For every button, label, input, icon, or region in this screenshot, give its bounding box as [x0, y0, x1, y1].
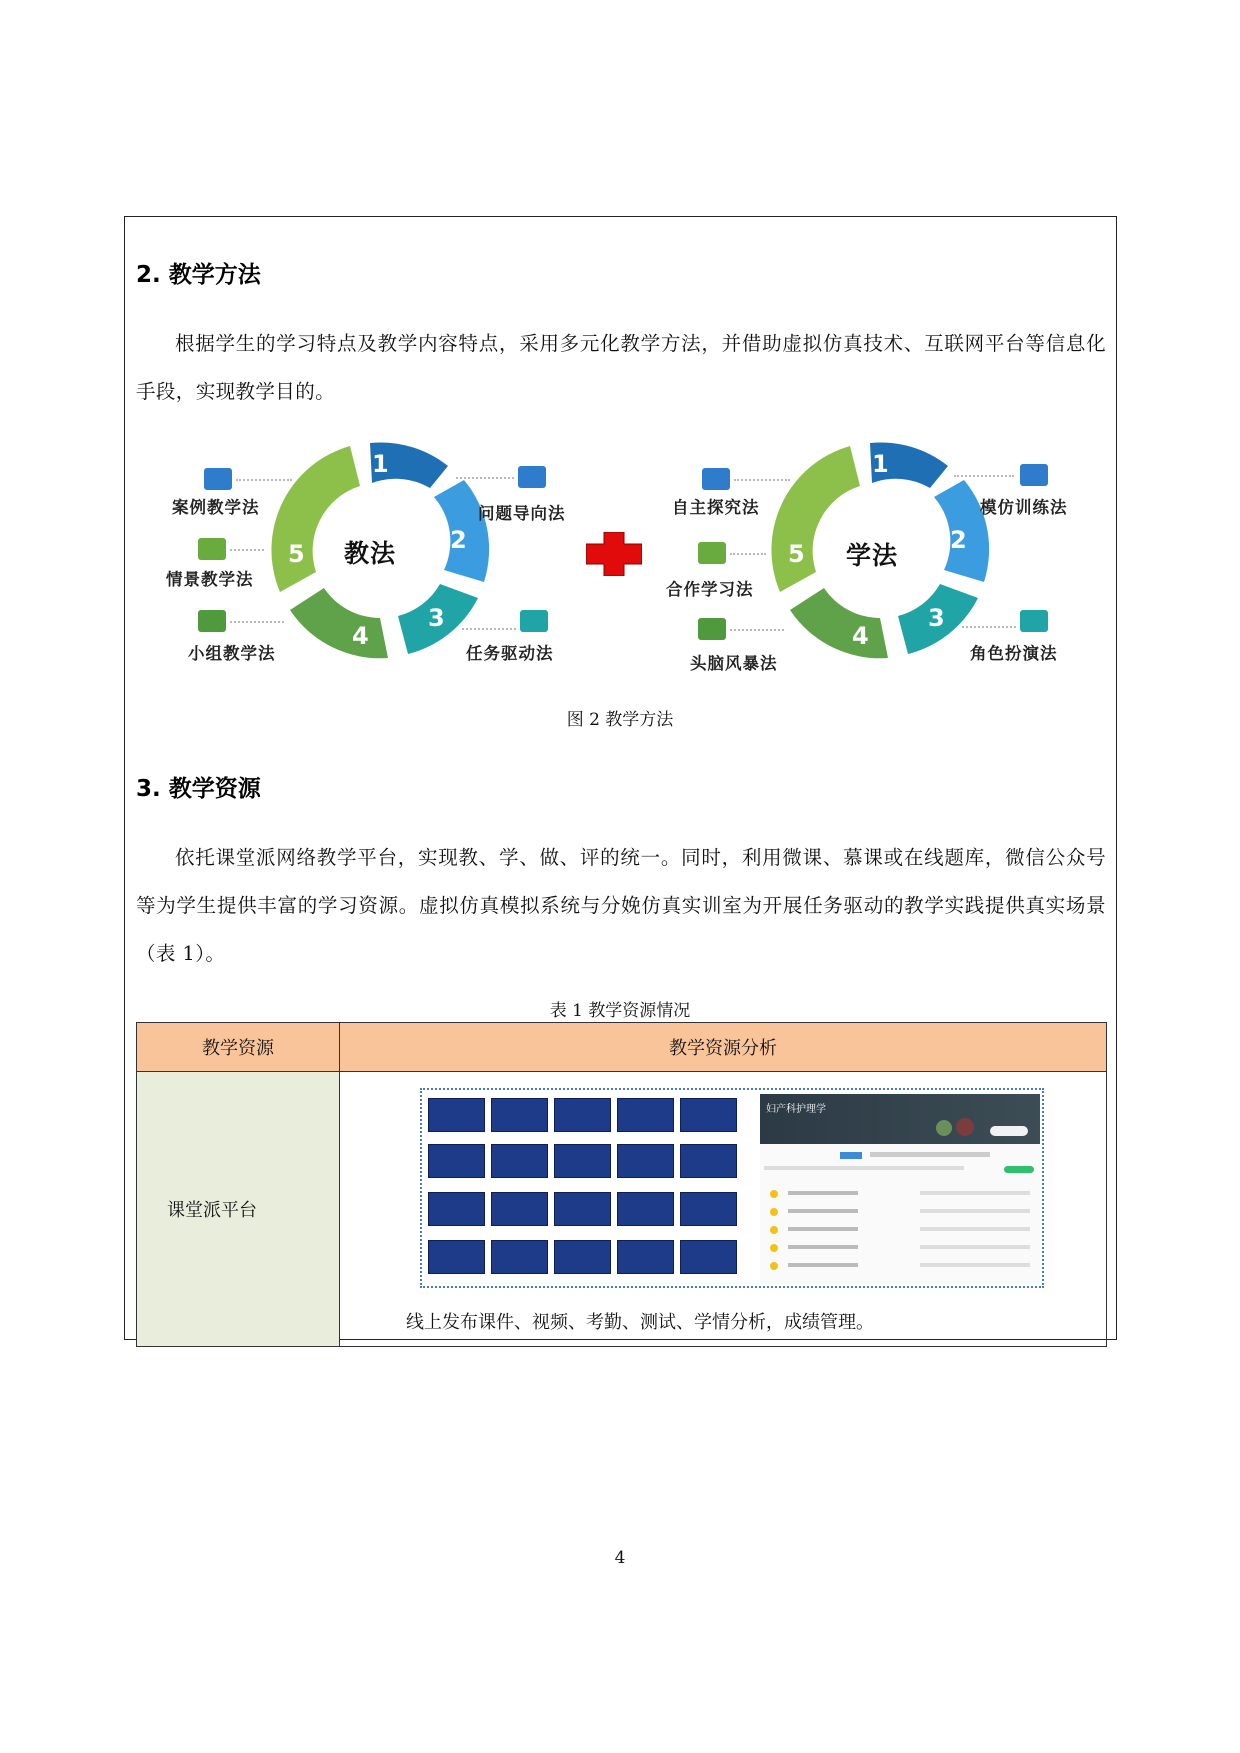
platform-screenshot [420, 1088, 1044, 1288]
section-heading-methods: 2. 教学方法 [136, 262, 261, 288]
right-method-2: 模仿训练法 [980, 498, 1068, 517]
table-row [137, 1072, 1107, 1347]
methods-paragraph: 根据学生的学习特点及教学内容特点，采用多元化教学方法，并借助虚拟仿真技术、互联网平台等信息化手段，实现教学目的。 [136, 332, 1106, 403]
section-heading-resources: 3. 教学资源 [136, 776, 261, 802]
left-step-2: 2 [450, 526, 467, 554]
right-step-5: 5 [788, 540, 805, 568]
folder-icon [520, 610, 548, 632]
mail-icon [204, 468, 232, 490]
right-step-4: 4 [852, 622, 869, 650]
left-method-4: 小组教学法 [188, 644, 276, 663]
shuffle-icon [198, 538, 226, 560]
course-title: 妇产科护理学 [766, 1104, 826, 1115]
folder-icon [1020, 610, 1048, 632]
left-method-1: 案例教学法 [172, 498, 260, 517]
shuffle-icon [698, 542, 726, 564]
resource-analysis-cell [340, 1072, 1107, 1347]
course-page [760, 1094, 1040, 1284]
teaching-methods-figure [0, 430, 1240, 680]
left-step-1: 1 [372, 450, 389, 478]
left-step-3: 3 [428, 604, 445, 632]
right-method-1: 自主探究法 [672, 498, 760, 517]
plus-icon [586, 532, 642, 576]
figure-caption: 图 2 教学方法 [566, 710, 674, 730]
right-method-5: 角色扮演法 [970, 644, 1058, 663]
gear-icon [198, 610, 226, 632]
right-step-3: 3 [928, 604, 945, 632]
left-method-3: 情景教学法 [166, 570, 254, 589]
left-cycle-center: 教法 [344, 539, 397, 568]
right-cycle-center: 学法 [846, 541, 899, 570]
briefcase-icon [518, 466, 546, 488]
resources-table [136, 1022, 1107, 1347]
table-header-resource: 教学资源 [137, 1023, 340, 1072]
right-method-3: 合作学习法 [666, 580, 754, 599]
right-method-4: 头脑风暴法 [690, 654, 778, 673]
right-step-1: 1 [872, 450, 889, 478]
resource-analysis-text: 线上发布课件、视频、考勤、测试、学情分析，成绩管理。 [406, 1312, 874, 1333]
briefcase-icon [1020, 464, 1048, 486]
slide-thumbnails [428, 1098, 728, 1282]
table-caption: 表 1 教学资源情况 [549, 1001, 691, 1021]
gear-icon [698, 618, 726, 640]
left-method-5: 任务驱动法 [466, 644, 554, 663]
table-header-analysis: 教学资源分析 [340, 1023, 1107, 1072]
left-step-5: 5 [288, 540, 305, 568]
mail-icon [702, 468, 730, 490]
right-step-2: 2 [950, 526, 967, 554]
page-number: 4 [614, 1548, 626, 1568]
resource-name: 课堂派平台 [137, 1072, 340, 1347]
resources-paragraph: 依托课堂派网络教学平台，实现教、学、做、评的统一。同时，利用微课、慕课或在线题库，微信公众号等为学生提供丰富的学习资源。虚拟仿真模拟系统与分娩仿真实训室为开展任务驱动的教学实践提供真实场景（表 1）。 [136, 846, 1106, 965]
left-step-4: 4 [352, 622, 369, 650]
left-method-2: 问题导向法 [478, 504, 566, 523]
course-banner [760, 1094, 1040, 1144]
